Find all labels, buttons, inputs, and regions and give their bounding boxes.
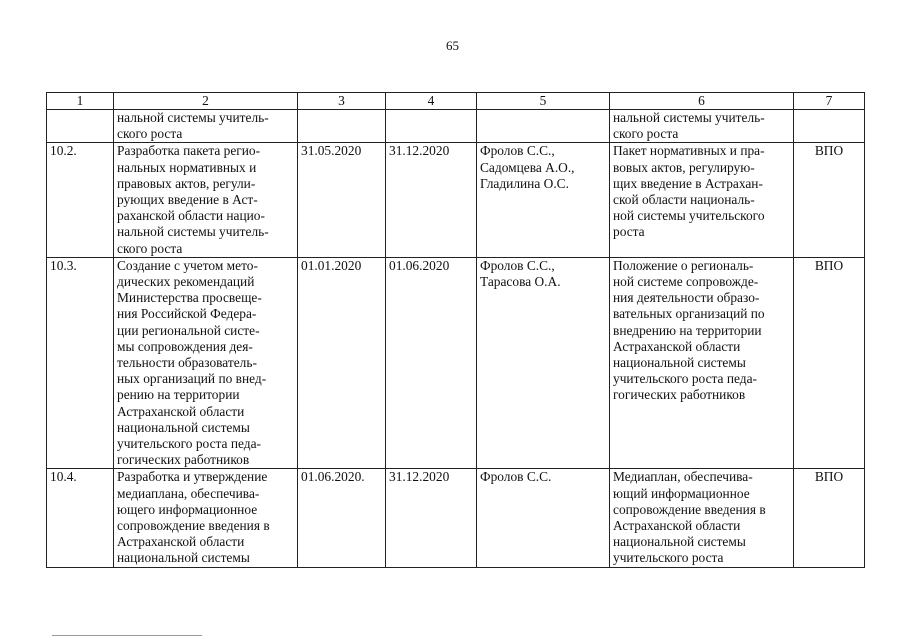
expected-result-line: национальной системы xyxy=(613,355,746,371)
expected-result-line: ющий информационное xyxy=(613,485,750,501)
column-header: 3 xyxy=(298,93,386,110)
responsible-persons xyxy=(477,257,610,469)
responsible-persons xyxy=(477,469,610,567)
activity-name-line: дических рекомендаций xyxy=(117,274,255,290)
responsible-persons-line: Гладилина О.С. xyxy=(480,175,569,191)
expected-result-line: национальной системы xyxy=(613,534,746,550)
end-date: 31.12.2020 xyxy=(386,143,477,257)
start-date: 01.01.2020 xyxy=(298,257,386,469)
expected-result xyxy=(610,469,794,567)
start-date xyxy=(298,110,386,143)
end-date: 31.12.2020 xyxy=(386,469,477,567)
table-row xyxy=(47,257,865,469)
activity-name-line: ского роста xyxy=(117,240,183,256)
activity-name-line: ния Российской Федера- xyxy=(117,306,257,322)
column-header: 7 xyxy=(794,93,865,110)
item-number xyxy=(47,110,114,143)
expected-result-line: ния деятельности образо- xyxy=(613,290,760,306)
expected-result-line: учительского роста xyxy=(613,550,724,566)
expected-result-line: щих введение в Астрахан- xyxy=(613,175,763,191)
expected-result xyxy=(610,143,794,257)
activity-name-line: Министерства просвеще- xyxy=(117,290,262,306)
activity-name-line: Создание с учетом мето- xyxy=(117,257,258,273)
start-date: 31.05.2020 xyxy=(298,143,386,257)
expected-result-line: сопровождение введения в xyxy=(613,501,766,517)
activity-name-line: ющего информационное xyxy=(117,501,258,517)
activity-name-line: рующих введение в Аст- xyxy=(117,192,258,208)
executor-org xyxy=(794,110,865,143)
activity-name-line: национальной системы xyxy=(117,550,250,566)
activity-name-line: нальных нормативных и xyxy=(117,159,257,175)
responsible-persons-line: Тарасова О.А. xyxy=(480,274,561,290)
responsible-persons-line: Фролов С.С. xyxy=(480,469,552,485)
plan-table xyxy=(46,92,865,568)
activity-name-line: правовых актов, регули- xyxy=(117,175,256,191)
activity-name-line: ского роста xyxy=(117,126,183,142)
item-number: 10.2. xyxy=(47,143,114,257)
expected-result-line: Положение о региональ- xyxy=(613,257,754,273)
activity-name-line: медиаплана, обеспечива- xyxy=(117,485,260,501)
expected-result-line: ского роста xyxy=(613,126,679,142)
table-row xyxy=(47,469,865,567)
expected-result-line: нальной системы учитель- xyxy=(613,110,765,125)
page-number: 65 xyxy=(446,38,459,53)
expected-result-line: ной системе сопровожде- xyxy=(613,274,759,290)
activity-name-line: рению на территории xyxy=(117,387,240,403)
expected-result-line: ской области националь- xyxy=(613,192,755,208)
activity-name-line: раханской области нацио- xyxy=(117,208,265,224)
responsible-persons xyxy=(477,110,610,143)
activity-name-line: нальной системы учитель- xyxy=(117,110,269,125)
expected-result xyxy=(610,110,794,143)
activity-name xyxy=(114,143,298,257)
executor-org: ВПО xyxy=(794,143,865,257)
expected-result-line: учительского роста педа- xyxy=(613,371,757,387)
column-number-row xyxy=(47,93,865,110)
executor-org: ВПО xyxy=(794,257,865,469)
item-number: 10.3. xyxy=(47,257,114,469)
column-header: 1 xyxy=(47,93,114,110)
table-row xyxy=(47,110,865,143)
column-header: 2 xyxy=(114,93,298,110)
activity-name xyxy=(114,469,298,567)
expected-result-line: роста xyxy=(613,224,645,240)
activity-name-line: ции региональной систе- xyxy=(117,322,260,338)
expected-result-line: Пакет нормативных и пра- xyxy=(613,143,765,159)
activity-name-line: мы сопровождения дея- xyxy=(117,338,253,354)
activity-name-line: Разработка пакета регио- xyxy=(117,143,261,159)
footer-rule xyxy=(52,635,202,637)
expected-result-line: ной системы учительского xyxy=(613,208,765,224)
activity-name-line: учительского роста педа- xyxy=(117,436,261,452)
responsible-persons xyxy=(477,143,610,257)
responsible-persons-line: Садомцева А.О., xyxy=(480,159,575,175)
column-header: 5 xyxy=(477,93,610,110)
activity-name-line: нальной системы учитель- xyxy=(117,224,269,240)
activity-name xyxy=(114,257,298,469)
activity-name-line: сопровождение введения в xyxy=(117,518,270,534)
responsible-persons-line: Фролов С.С., xyxy=(480,143,555,159)
executor-org: ВПО xyxy=(794,469,865,567)
expected-result-line: Астраханской области xyxy=(613,518,741,534)
start-date: 01.06.2020. xyxy=(298,469,386,567)
end-date xyxy=(386,110,477,143)
activity-name-line: национальной системы xyxy=(117,419,250,435)
item-number: 10.4. xyxy=(47,469,114,567)
table-row xyxy=(47,143,865,257)
expected-result-line: Медиаплан, обеспечива- xyxy=(613,469,753,485)
expected-result-line: Астраханской области xyxy=(613,338,741,354)
activity-name-line: Астраханской области xyxy=(117,403,245,419)
expected-result-line: внедрению на территории xyxy=(613,322,762,338)
activity-name-line: Разработка и утверждение xyxy=(117,469,268,485)
expected-result-line: вовых актов, регулирую- xyxy=(613,159,755,175)
expected-result-line: вательных организаций по xyxy=(613,306,765,322)
responsible-persons-line: Фролов С.С., xyxy=(480,257,555,273)
column-header: 6 xyxy=(610,93,794,110)
activity-name-line: тельности образователь- xyxy=(117,355,257,371)
end-date: 01.06.2020 xyxy=(386,257,477,469)
expected-result-line: гогических работников xyxy=(613,387,746,403)
activity-name-line: гогических работников xyxy=(117,452,250,468)
activity-name-line: ных организаций по внед- xyxy=(117,371,267,387)
expected-result xyxy=(610,257,794,469)
activity-name xyxy=(114,110,298,143)
column-header: 4 xyxy=(386,93,477,110)
activity-name-line: Астраханской области xyxy=(117,534,245,550)
